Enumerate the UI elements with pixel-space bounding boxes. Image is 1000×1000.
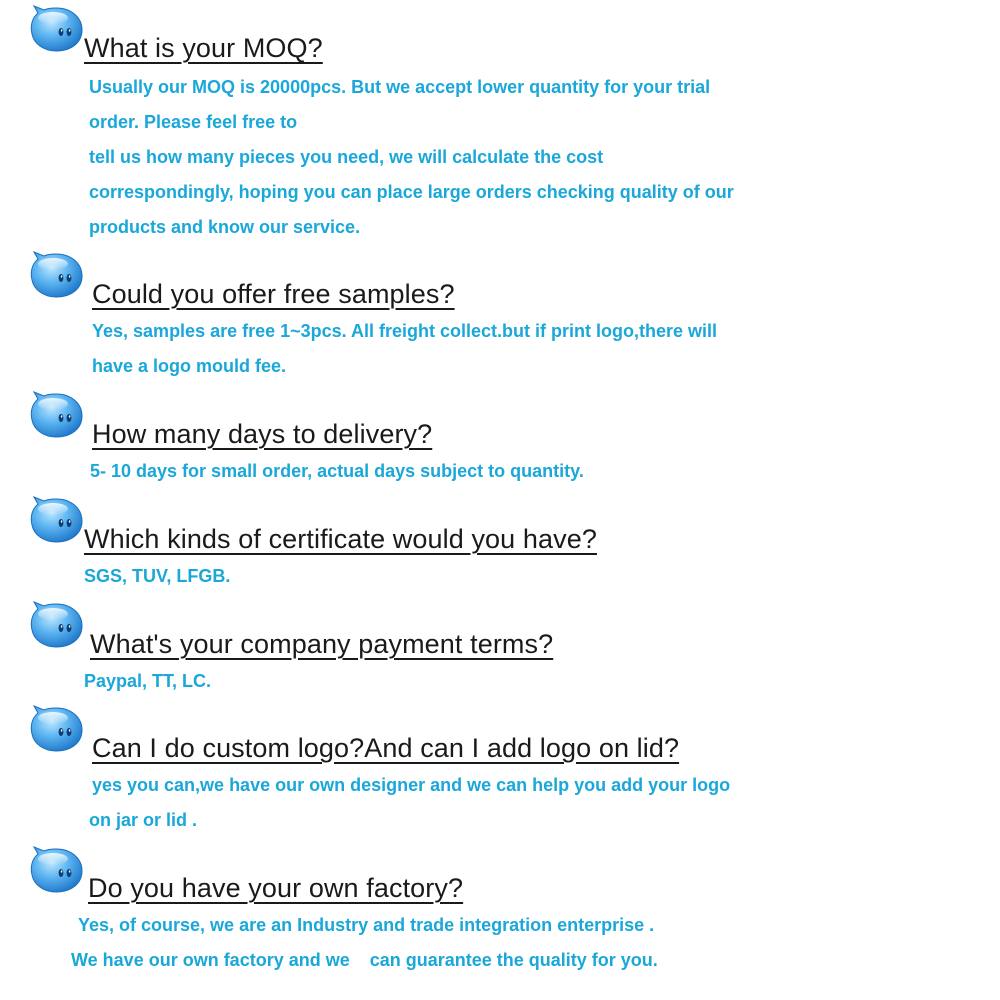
answer-line: correspondingly, hoping you can place large orders checking quality of our bbox=[89, 182, 734, 202]
answer-line: tell us how many pieces you need, we will calculate the cost bbox=[89, 147, 604, 167]
faq-question: Do you have your own factory? bbox=[88, 873, 464, 903]
answer-line: on jar or lid . bbox=[89, 810, 198, 830]
answer-line: Yes, of course, we are an Industry and trade integration enterprise . bbox=[78, 915, 655, 935]
answer-line: We have our own factory and we can guarantee the quality for you. bbox=[71, 950, 658, 970]
answer-line: Usually our MOQ is 20000pcs. But we accept lower quantity for your trial bbox=[89, 77, 711, 97]
faq-question: Which kinds of certificate would you have? bbox=[84, 524, 597, 554]
speech-bubble-icon bbox=[28, 704, 84, 754]
faq-question: Can I do custom logo?And can I add logo on lid? bbox=[92, 733, 680, 763]
faq-question: What is your MOQ? bbox=[84, 33, 323, 63]
answer-line: 5- 10 days for small order, actual days subject to quantity. bbox=[90, 461, 584, 481]
faq-answer bbox=[89, 70, 734, 245]
answer-line: products and know our service. bbox=[89, 217, 361, 237]
faq-answer bbox=[90, 454, 584, 489]
speech-bubble-icon bbox=[28, 4, 84, 54]
faq-answer bbox=[84, 664, 211, 699]
answer-line: SGS, TUV, LFGB. bbox=[84, 566, 231, 586]
faq-question: Could you offer free samples? bbox=[92, 279, 455, 309]
answer-line: yes you can,we have our own designer and we can help you add your logo bbox=[92, 775, 731, 795]
answer-line: Paypal, TT, LC. bbox=[84, 671, 212, 691]
faq-answer bbox=[71, 908, 658, 978]
answer-line: order. Please feel free to bbox=[89, 112, 298, 132]
faq-question: What's your company payment terms? bbox=[90, 629, 554, 659]
speech-bubble-icon bbox=[28, 495, 84, 545]
answer-line: have a logo mould fee. bbox=[92, 356, 287, 376]
faq-question: How many days to delivery? bbox=[92, 419, 433, 449]
faq-answer bbox=[92, 314, 717, 384]
speech-bubble-icon bbox=[28, 390, 84, 440]
faq-answer bbox=[89, 768, 731, 838]
speech-bubble-icon bbox=[28, 250, 84, 300]
speech-bubble-icon bbox=[28, 600, 84, 650]
answer-line: Yes, samples are free 1~3pcs. All freight collect.but if print logo,there will bbox=[92, 321, 718, 341]
faq-answer bbox=[84, 559, 230, 594]
speech-bubble-icon bbox=[28, 845, 84, 895]
